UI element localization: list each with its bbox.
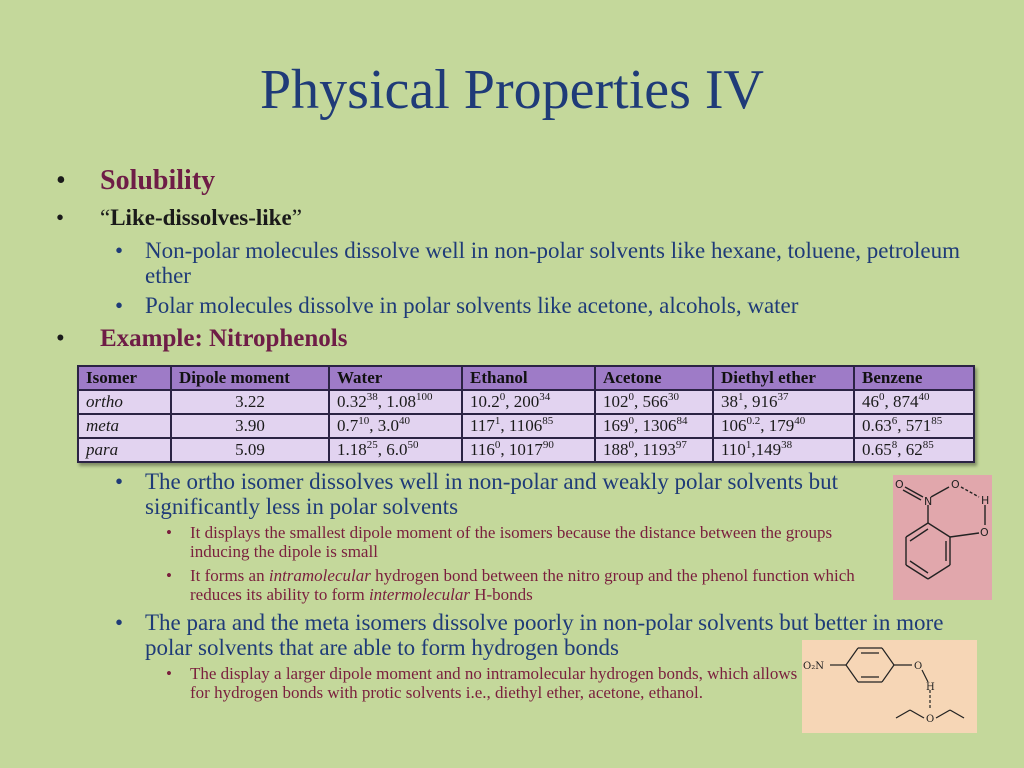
bullet-dot: •: [56, 325, 65, 352]
table-header: Isomer: [78, 366, 171, 390]
ortho-o1-label: O: [895, 478, 904, 491]
bullet-dot: •: [166, 566, 172, 585]
acetone-cell: $169^0$, 1306$^{84}$: [595, 414, 713, 438]
benzene-cell: $46^0$, $874^{40}$: [854, 390, 974, 414]
ortho-nitrophenol-drawing: [893, 475, 992, 600]
quote-close: ”: [291, 205, 302, 230]
ortho-o2-label: O: [951, 478, 960, 491]
bullet-dot: •: [56, 205, 65, 230]
table-row: [78, 390, 974, 414]
para-no2-label: O₂N: [803, 661, 824, 672]
ortho-sub2-text: It forms an intramolecular hydrogen bond between the nitro group and the phenol function which reduces its ability to form intermolecular H-bonds: [190, 566, 855, 604]
acetone-cell: $102^0$, $566^{30}$: [595, 390, 713, 414]
bullet-example: [56, 325, 348, 353]
ortho-main-text: The ortho isomer dissolves well in non-polar and weakly polar solvents but significantly less in polar solvents: [145, 469, 839, 519]
ether-cell: $38^1$, $916^{37}$: [713, 390, 854, 414]
bullet-dot: •: [115, 238, 124, 263]
para-nitrophenol-structure: [802, 640, 977, 733]
ether-cell: $106^{0.2}$, $179^{40}$: [713, 414, 854, 438]
polar-text: Polar molecules dissolve in polar solvents like acetone, alcohols, water: [145, 293, 799, 318]
dipole-cell: 5.09: [171, 438, 329, 462]
bullet-ortho-isomer: [115, 469, 885, 520]
ether-cell: $110^1,149^{38}$: [713, 438, 854, 462]
example-heading: Example: Nitrophenols: [100, 325, 348, 352]
table-header: Dipole moment: [171, 366, 329, 390]
bullet-dot: •: [56, 165, 66, 196]
acetone-cell: $188^0$, 1193$^{97}$: [595, 438, 713, 462]
bullet-nonpolar: [115, 238, 965, 289]
ortho-h-label: H: [981, 494, 990, 507]
ortho-sub1-text: It displays the smallest dipole moment of the isomers because the distance between the groups inducing the dipole is small: [190, 523, 833, 561]
water-cell: 0.32$^{38}$, 1.08$^{100}$: [329, 390, 462, 414]
bullet-dot: •: [115, 610, 124, 635]
table-row: [78, 414, 974, 438]
table-header-row: [78, 366, 974, 390]
bullet-polar: [115, 293, 965, 319]
ortho-o3-label: O: [980, 526, 989, 539]
para-sub1-text: The display a larger dipole moment and no intramolecular hydrogen bonds, which allows for hydrogen bonds with protic solvents i.e., diethyl ether, acetone, ethanol.: [190, 664, 798, 702]
benzene-cell: 0.65$^8$, $62^{85}$: [854, 438, 974, 462]
bullet-para-dipole: [166, 664, 800, 702]
bullet-ortho-hbond: [166, 566, 870, 604]
water-cell: $0.7^{10}$, $3.0^{40}$: [329, 414, 462, 438]
solubility-table: [77, 365, 975, 463]
like-dissolves-like-text: Like-dissolves-like: [110, 205, 292, 230]
table-header: Ethanol: [462, 366, 595, 390]
dipole-cell: 3.22: [171, 390, 329, 414]
para-o1-label: O: [914, 661, 923, 672]
bullet-dot: •: [115, 293, 124, 318]
table-header: Acetone: [595, 366, 713, 390]
water-cell: 1.18$^{25}$, $6.0^{50}$: [329, 438, 462, 462]
ethanol-cell: $116^0$, 1017$^{90}$: [462, 438, 595, 462]
bullet-like-dissolves-like: [56, 205, 302, 230]
para-h-label: H: [926, 682, 935, 693]
bullet-dot: •: [166, 664, 172, 683]
bullet-ortho-dipole: [166, 523, 870, 561]
para-nitrophenol-drawing: [802, 640, 977, 733]
ethanol-cell: $117^1$, 1106$^{85}$: [462, 414, 595, 438]
ethanol-cell: 10.2$^0$, $200^{34}$: [462, 390, 595, 414]
table-row: [78, 438, 974, 462]
bullet-solubility: [56, 165, 216, 197]
solubility-heading: Solubility: [100, 165, 216, 196]
table-header: Water: [329, 366, 462, 390]
para-o2-label: O: [926, 714, 935, 725]
isomer-cell: meta: [78, 414, 171, 438]
ortho-nitrophenol-structure: [893, 475, 992, 600]
ortho-n-label: N: [924, 495, 933, 508]
isomer-cell: ortho: [78, 390, 171, 414]
para-main-text: The para and the meta isomers dissolve poorly in non-polar solvents but better in more polar solvents that are able to form hydrogen bonds: [145, 610, 944, 660]
quote-open: “: [100, 205, 111, 230]
bullet-dot: •: [115, 469, 124, 494]
isomer-cell: para: [78, 438, 171, 462]
dipole-cell: 3.90: [171, 414, 329, 438]
page-title: Physical Properties IV: [260, 59, 764, 121]
table-header: Diethyl ether: [713, 366, 854, 390]
table-header: Benzene: [854, 366, 974, 390]
nonpolar-text: Non-polar molecules dissolve well in non-polar solvents like hexane, toluene, petroleum ether: [145, 238, 961, 288]
bullet-dot: •: [166, 523, 172, 542]
benzene-cell: 0.63$^6$, $571^{85}$: [854, 414, 974, 438]
